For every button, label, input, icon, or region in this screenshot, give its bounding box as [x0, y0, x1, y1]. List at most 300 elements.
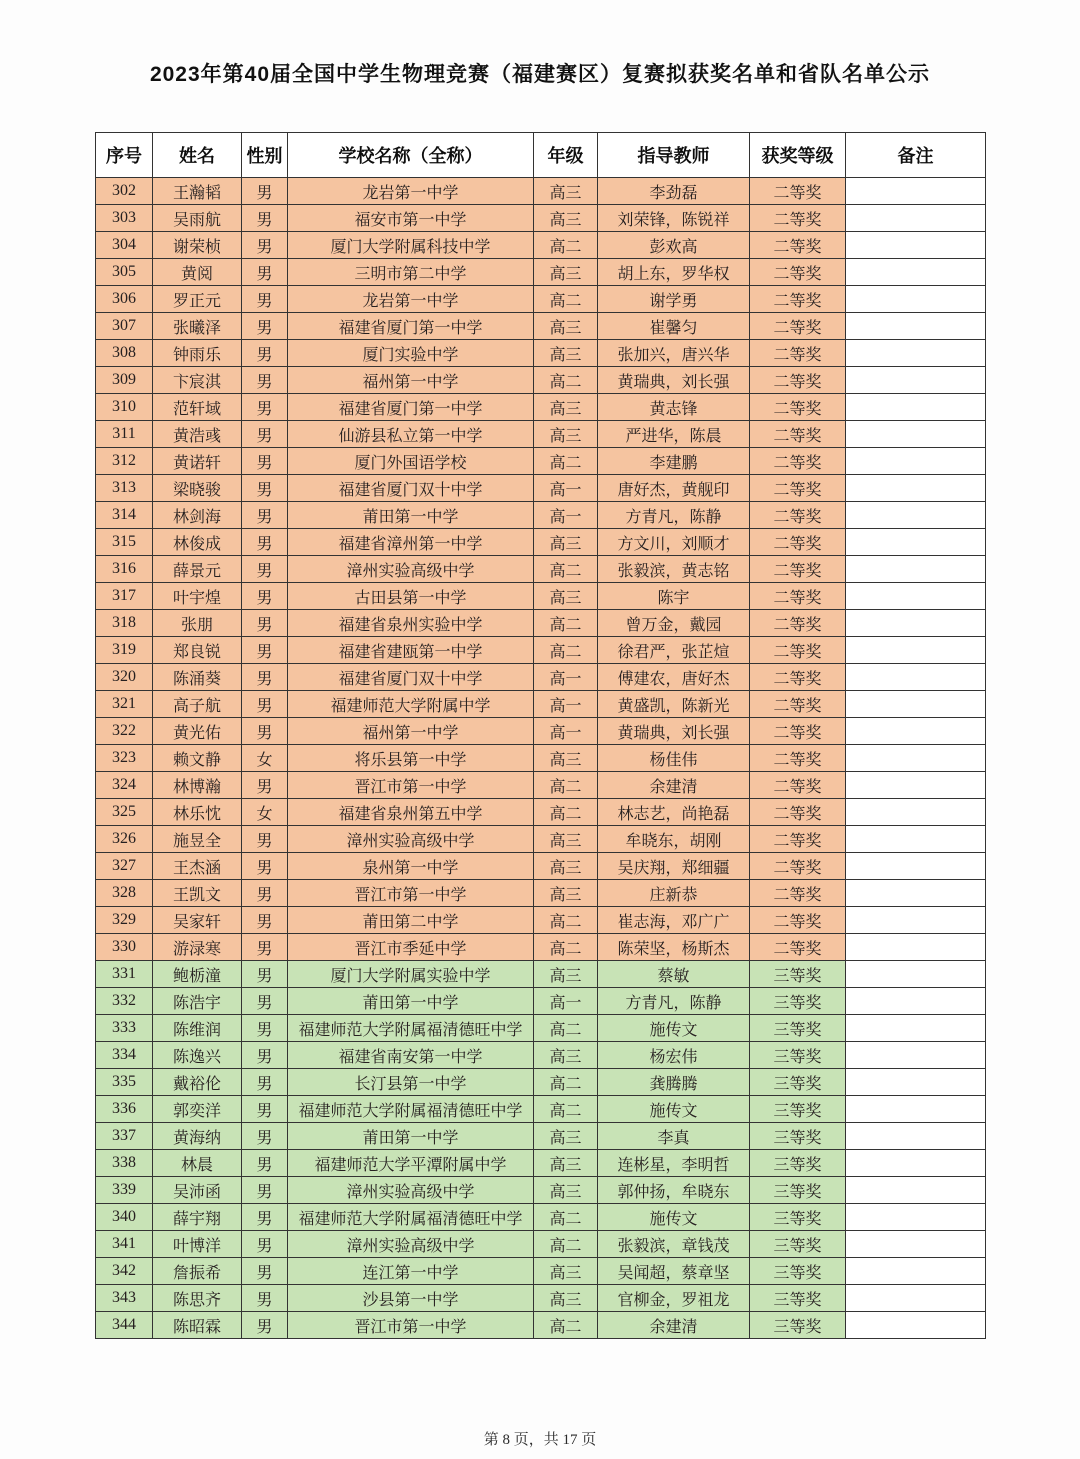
cell-school: 福建省泉州实验中学	[288, 610, 534, 637]
cell-award: 三等奖	[750, 1285, 846, 1312]
cell-gender: 男	[242, 637, 288, 664]
cell-gender: 男	[242, 1204, 288, 1231]
cell-remark	[846, 610, 986, 637]
cell-grade: 高一	[534, 691, 598, 718]
cell-name: 王凯文	[153, 880, 242, 907]
cell-award: 二等奖	[750, 529, 846, 556]
cell-school: 晋江市第一中学	[288, 772, 534, 799]
cell-index: 324	[96, 772, 153, 799]
cell-index: 327	[96, 853, 153, 880]
cell-advisors: 李劲磊	[598, 178, 750, 205]
cell-name: 范轩域	[153, 394, 242, 421]
cell-name: 戴裕伦	[153, 1069, 242, 1096]
table-row	[96, 826, 986, 853]
table-row	[96, 502, 986, 529]
table-row	[96, 259, 986, 286]
cell-school: 厦门实验中学	[288, 340, 534, 367]
cell-name: 陈维润	[153, 1015, 242, 1042]
table-row	[96, 745, 986, 772]
cell-advisors: 陈宇	[598, 583, 750, 610]
cell-name: 叶宇煌	[153, 583, 242, 610]
cell-gender: 男	[242, 1258, 288, 1285]
cell-gender: 男	[242, 772, 288, 799]
cell-index: 336	[96, 1096, 153, 1123]
cell-advisors: 方青凡，陈静	[598, 502, 750, 529]
cell-name: 鲍栃潼	[153, 961, 242, 988]
cell-remark	[846, 934, 986, 961]
cell-school: 漳州实验高级中学	[288, 556, 534, 583]
cell-grade: 高三	[534, 205, 598, 232]
cell-remark	[846, 340, 986, 367]
cell-award: 三等奖	[750, 1312, 846, 1339]
table-row	[96, 1150, 986, 1177]
cell-name: 陈思齐	[153, 1285, 242, 1312]
cell-grade: 高三	[534, 1285, 598, 1312]
cell-grade: 高三	[534, 1123, 598, 1150]
cell-grade: 高二	[534, 1069, 598, 1096]
cell-award: 二等奖	[750, 934, 846, 961]
cell-advisors: 黄盛凯，陈新光	[598, 691, 750, 718]
cell-name: 黄诺轩	[153, 448, 242, 475]
table-row	[96, 1231, 986, 1258]
cell-grade: 高三	[534, 178, 598, 205]
cell-index: 335	[96, 1069, 153, 1096]
cell-school: 福建省厦门第一中学	[288, 313, 534, 340]
table-row	[96, 232, 986, 259]
cell-index: 339	[96, 1177, 153, 1204]
cell-name: 林剑海	[153, 502, 242, 529]
cell-name: 郭奕洋	[153, 1096, 242, 1123]
cell-gender: 男	[242, 205, 288, 232]
cell-index: 306	[96, 286, 153, 313]
cell-school: 莆田第二中学	[288, 907, 534, 934]
cell-index: 338	[96, 1150, 153, 1177]
cell-name: 薛景元	[153, 556, 242, 583]
cell-gender: 男	[242, 718, 288, 745]
page-number: 第 8 页，共 17 页	[483, 1432, 597, 1448]
table-row	[96, 637, 986, 664]
cell-school: 龙岩第一中学	[288, 178, 534, 205]
cell-gender: 男	[242, 988, 288, 1015]
table-row	[96, 313, 986, 340]
cell-grade: 高二	[534, 1015, 598, 1042]
cell-advisors: 牟晓东，胡刚	[598, 826, 750, 853]
cell-name: 薛宇翔	[153, 1204, 242, 1231]
cell-grade: 高二	[534, 1231, 598, 1258]
cell-award: 二等奖	[750, 556, 846, 583]
cell-school: 漳州实验高级中学	[288, 826, 534, 853]
cell-grade: 高一	[534, 475, 598, 502]
cell-grade: 高三	[534, 259, 598, 286]
cell-award: 二等奖	[750, 907, 846, 934]
table-row	[96, 772, 986, 799]
cell-school: 将乐县第一中学	[288, 745, 534, 772]
column-header-award: 获奖等级	[750, 133, 846, 178]
cell-index: 333	[96, 1015, 153, 1042]
table-row	[96, 286, 986, 313]
cell-name: 施昱全	[153, 826, 242, 853]
cell-award: 三等奖	[750, 1204, 846, 1231]
cell-name: 张朋	[153, 610, 242, 637]
cell-grade: 高二	[534, 367, 598, 394]
cell-remark	[846, 691, 986, 718]
cell-advisors: 方文川，刘顺才	[598, 529, 750, 556]
cell-advisors: 郭仲扬，牟晓东	[598, 1177, 750, 1204]
cell-advisors: 张毅滨，黄志铭	[598, 556, 750, 583]
cell-award: 二等奖	[750, 475, 846, 502]
table-row	[96, 934, 986, 961]
cell-school: 福建省南安第一中学	[288, 1042, 534, 1069]
cell-remark	[846, 988, 986, 1015]
cell-remark	[846, 583, 986, 610]
cell-remark	[846, 529, 986, 556]
cell-gender: 男	[242, 691, 288, 718]
table-row	[96, 178, 986, 205]
cell-gender: 男	[242, 583, 288, 610]
cell-award: 二等奖	[750, 394, 846, 421]
table-row	[96, 529, 986, 556]
cell-gender: 男	[242, 934, 288, 961]
cell-index: 343	[96, 1285, 153, 1312]
cell-award: 三等奖	[750, 1096, 846, 1123]
cell-index: 317	[96, 583, 153, 610]
table-row	[96, 718, 986, 745]
cell-grade: 高二	[534, 637, 598, 664]
cell-advisors: 吴闻超，蔡章坚	[598, 1258, 750, 1285]
cell-award: 二等奖	[750, 664, 846, 691]
cell-name: 林博瀚	[153, 772, 242, 799]
cell-index: 334	[96, 1042, 153, 1069]
cell-advisors: 崔志海，邓广广	[598, 907, 750, 934]
table-row	[96, 1015, 986, 1042]
cell-index: 312	[96, 448, 153, 475]
cell-grade: 高一	[534, 502, 598, 529]
cell-school: 长汀县第一中学	[288, 1069, 534, 1096]
table-row	[96, 853, 986, 880]
cell-name: 吴沛函	[153, 1177, 242, 1204]
cell-school: 厦门大学附属实验中学	[288, 961, 534, 988]
cell-gender: 男	[242, 286, 288, 313]
cell-gender: 男	[242, 475, 288, 502]
cell-gender: 男	[242, 961, 288, 988]
cell-advisors: 胡上东，罗华权	[598, 259, 750, 286]
table-row	[96, 961, 986, 988]
cell-name: 陈涌葵	[153, 664, 242, 691]
cell-advisors: 黄志锋	[598, 394, 750, 421]
cell-index: 326	[96, 826, 153, 853]
cell-gender: 男	[242, 421, 288, 448]
cell-gender: 男	[242, 394, 288, 421]
cell-index: 308	[96, 340, 153, 367]
table-row	[96, 988, 986, 1015]
cell-school: 福建省厦门双十中学	[288, 664, 534, 691]
column-header-remark: 备注	[846, 133, 986, 178]
cell-remark	[846, 448, 986, 475]
cell-gender: 男	[242, 1312, 288, 1339]
cell-remark	[846, 421, 986, 448]
column-header-gender: 性别	[242, 133, 288, 178]
table-row	[96, 421, 986, 448]
cell-name: 林晨	[153, 1150, 242, 1177]
cell-award: 三等奖	[750, 1231, 846, 1258]
awards-table	[95, 132, 986, 1339]
table-row	[96, 448, 986, 475]
cell-remark	[846, 826, 986, 853]
cell-award: 三等奖	[750, 1150, 846, 1177]
cell-grade: 高二	[534, 232, 598, 259]
cell-school: 厦门大学附属科技中学	[288, 232, 534, 259]
cell-advisors: 刘荣锋，陈锐祥	[598, 205, 750, 232]
table-row	[96, 367, 986, 394]
cell-grade: 高二	[534, 1204, 598, 1231]
cell-name: 谢荣桢	[153, 232, 242, 259]
cell-grade: 高二	[534, 1312, 598, 1339]
cell-name: 林乐忱	[153, 799, 242, 826]
cell-grade: 高三	[534, 313, 598, 340]
cell-gender: 男	[242, 178, 288, 205]
cell-name: 游渌寒	[153, 934, 242, 961]
cell-advisors: 吴庆翔，郑细疆	[598, 853, 750, 880]
cell-award: 二等奖	[750, 340, 846, 367]
cell-name: 陈浩宇	[153, 988, 242, 1015]
cell-name: 高子航	[153, 691, 242, 718]
cell-name: 陈昭霖	[153, 1312, 242, 1339]
cell-gender: 男	[242, 610, 288, 637]
table-row	[96, 1042, 986, 1069]
cell-name: 吴家轩	[153, 907, 242, 934]
cell-index: 344	[96, 1312, 153, 1339]
cell-advisors: 崔馨匀	[598, 313, 750, 340]
cell-advisors: 黄瑞典，刘长强	[598, 718, 750, 745]
cell-index: 302	[96, 178, 153, 205]
cell-gender: 男	[242, 1069, 288, 1096]
cell-remark	[846, 232, 986, 259]
cell-name: 王瀚韬	[153, 178, 242, 205]
cell-index: 325	[96, 799, 153, 826]
cell-school: 福州第一中学	[288, 718, 534, 745]
cell-remark	[846, 556, 986, 583]
cell-remark	[846, 1204, 986, 1231]
cell-index: 307	[96, 313, 153, 340]
cell-remark	[846, 1231, 986, 1258]
cell-index: 328	[96, 880, 153, 907]
table-row	[96, 1312, 986, 1339]
cell-advisors: 傅建农，唐好杰	[598, 664, 750, 691]
cell-name: 黄光佑	[153, 718, 242, 745]
table-row	[96, 664, 986, 691]
cell-name: 赖文静	[153, 745, 242, 772]
cell-remark	[846, 394, 986, 421]
cell-advisors: 龚腾腾	[598, 1069, 750, 1096]
cell-remark	[846, 367, 986, 394]
table-header-row	[96, 133, 986, 178]
cell-gender: 男	[242, 367, 288, 394]
cell-index: 337	[96, 1123, 153, 1150]
cell-school: 龙岩第一中学	[288, 286, 534, 313]
cell-award: 二等奖	[750, 259, 846, 286]
cell-name: 黄海纳	[153, 1123, 242, 1150]
cell-advisors: 连彬星，李明哲	[598, 1150, 750, 1177]
cell-award: 二等奖	[750, 286, 846, 313]
cell-advisors: 严进华，陈晨	[598, 421, 750, 448]
cell-gender: 男	[242, 907, 288, 934]
table-row	[96, 1096, 986, 1123]
table-row	[96, 1177, 986, 1204]
cell-school: 莆田第一中学	[288, 988, 534, 1015]
cell-remark	[846, 1177, 986, 1204]
table-row	[96, 556, 986, 583]
cell-grade: 高一	[534, 664, 598, 691]
cell-index: 313	[96, 475, 153, 502]
cell-advisors: 方青凡，陈静	[598, 988, 750, 1015]
cell-index: 303	[96, 205, 153, 232]
table-row	[96, 475, 986, 502]
cell-award: 二等奖	[750, 691, 846, 718]
cell-grade: 高二	[534, 610, 598, 637]
cell-remark	[846, 1069, 986, 1096]
cell-name: 卞宸淇	[153, 367, 242, 394]
cell-grade: 高二	[534, 286, 598, 313]
table-row	[96, 583, 986, 610]
cell-remark	[846, 1123, 986, 1150]
cell-award: 二等奖	[750, 421, 846, 448]
cell-index: 304	[96, 232, 153, 259]
column-header-name: 姓名	[153, 133, 242, 178]
cell-remark	[846, 313, 986, 340]
cell-award: 三等奖	[750, 1042, 846, 1069]
cell-remark	[846, 205, 986, 232]
column-header-grade: 年级	[534, 133, 598, 178]
cell-school: 福建师范大学附属福清德旺中学	[288, 1096, 534, 1123]
cell-grade: 高三	[534, 853, 598, 880]
cell-school: 沙县第一中学	[288, 1285, 534, 1312]
cell-advisors: 李建鹏	[598, 448, 750, 475]
cell-remark	[846, 799, 986, 826]
cell-advisors: 庄新恭	[598, 880, 750, 907]
cell-name: 梁晓骏	[153, 475, 242, 502]
cell-name: 林俊成	[153, 529, 242, 556]
cell-school: 漳州实验高级中学	[288, 1231, 534, 1258]
cell-award: 二等奖	[750, 178, 846, 205]
cell-grade: 高三	[534, 826, 598, 853]
cell-gender: 男	[242, 1150, 288, 1177]
cell-index: 340	[96, 1204, 153, 1231]
table-row	[96, 880, 986, 907]
column-header-school: 学校名称（全称）	[288, 133, 534, 178]
column-header-advisors: 指导教师	[598, 133, 750, 178]
cell-school: 连江第一中学	[288, 1258, 534, 1285]
cell-grade: 高二	[534, 799, 598, 826]
cell-name: 黄阅	[153, 259, 242, 286]
cell-school: 福建省厦门第一中学	[288, 394, 534, 421]
table-row	[96, 907, 986, 934]
cell-award: 三等奖	[750, 1015, 846, 1042]
cell-grade: 高三	[534, 961, 598, 988]
cell-school: 三明市第二中学	[288, 259, 534, 286]
cell-advisors: 官柳金，罗祖龙	[598, 1285, 750, 1312]
cell-name: 张曦泽	[153, 313, 242, 340]
cell-remark	[846, 1042, 986, 1069]
table-row	[96, 1069, 986, 1096]
cell-grade: 高三	[534, 394, 598, 421]
cell-grade: 高一	[534, 988, 598, 1015]
cell-gender: 男	[242, 880, 288, 907]
cell-remark	[846, 1312, 986, 1339]
cell-advisors: 蔡敏	[598, 961, 750, 988]
cell-school: 福安市第一中学	[288, 205, 534, 232]
cell-grade: 高一	[534, 718, 598, 745]
cell-grade: 高二	[534, 1096, 598, 1123]
cell-award: 二等奖	[750, 745, 846, 772]
cell-advisors: 张加兴，唐兴华	[598, 340, 750, 367]
cell-gender: 男	[242, 1015, 288, 1042]
cell-index: 305	[96, 259, 153, 286]
table-row	[96, 799, 986, 826]
table-row	[96, 610, 986, 637]
cell-remark	[846, 475, 986, 502]
column-header-index: 序号	[96, 133, 153, 178]
cell-gender: 男	[242, 853, 288, 880]
cell-advisors: 杨宏伟	[598, 1042, 750, 1069]
cell-name: 吴雨航	[153, 205, 242, 232]
cell-remark	[846, 880, 986, 907]
cell-school: 厦门外国语学校	[288, 448, 534, 475]
cell-index: 316	[96, 556, 153, 583]
cell-name: 钟雨乐	[153, 340, 242, 367]
cell-award: 三等奖	[750, 1258, 846, 1285]
cell-school: 福建师范大学平潭附属中学	[288, 1150, 534, 1177]
cell-advisors: 陈荣坚，杨斯杰	[598, 934, 750, 961]
cell-gender: 男	[242, 1123, 288, 1150]
cell-gender: 男	[242, 529, 288, 556]
cell-award: 二等奖	[750, 718, 846, 745]
cell-gender: 女	[242, 799, 288, 826]
cell-index: 332	[96, 988, 153, 1015]
cell-grade: 高三	[534, 1042, 598, 1069]
cell-school: 福建省建瓯第一中学	[288, 637, 534, 664]
cell-remark	[846, 637, 986, 664]
cell-remark	[846, 1015, 986, 1042]
cell-gender: 男	[242, 1096, 288, 1123]
cell-gender: 女	[242, 745, 288, 772]
cell-advisors: 余建清	[598, 772, 750, 799]
cell-remark	[846, 664, 986, 691]
cell-award: 二等奖	[750, 232, 846, 259]
cell-grade: 高二	[534, 448, 598, 475]
cell-school: 莆田第一中学	[288, 502, 534, 529]
cell-award: 二等奖	[750, 853, 846, 880]
cell-advisors: 张毅滨，章钱茂	[598, 1231, 750, 1258]
cell-remark	[846, 907, 986, 934]
cell-index: 321	[96, 691, 153, 718]
cell-index: 330	[96, 934, 153, 961]
cell-award: 二等奖	[750, 367, 846, 394]
cell-advisors: 施传文	[598, 1204, 750, 1231]
cell-school: 福建省漳州第一中学	[288, 529, 534, 556]
cell-advisors: 徐君严，张芷煊	[598, 637, 750, 664]
cell-remark	[846, 259, 986, 286]
cell-advisors: 李真	[598, 1123, 750, 1150]
cell-name: 黄浩彧	[153, 421, 242, 448]
cell-advisors: 杨佳伟	[598, 745, 750, 772]
cell-index: 322	[96, 718, 153, 745]
cell-grade: 高三	[534, 1177, 598, 1204]
cell-gender: 男	[242, 556, 288, 583]
cell-gender: 男	[242, 1231, 288, 1258]
cell-school: 福建师范大学附属福清德旺中学	[288, 1015, 534, 1042]
cell-remark	[846, 745, 986, 772]
cell-school: 莆田第一中学	[288, 1123, 534, 1150]
